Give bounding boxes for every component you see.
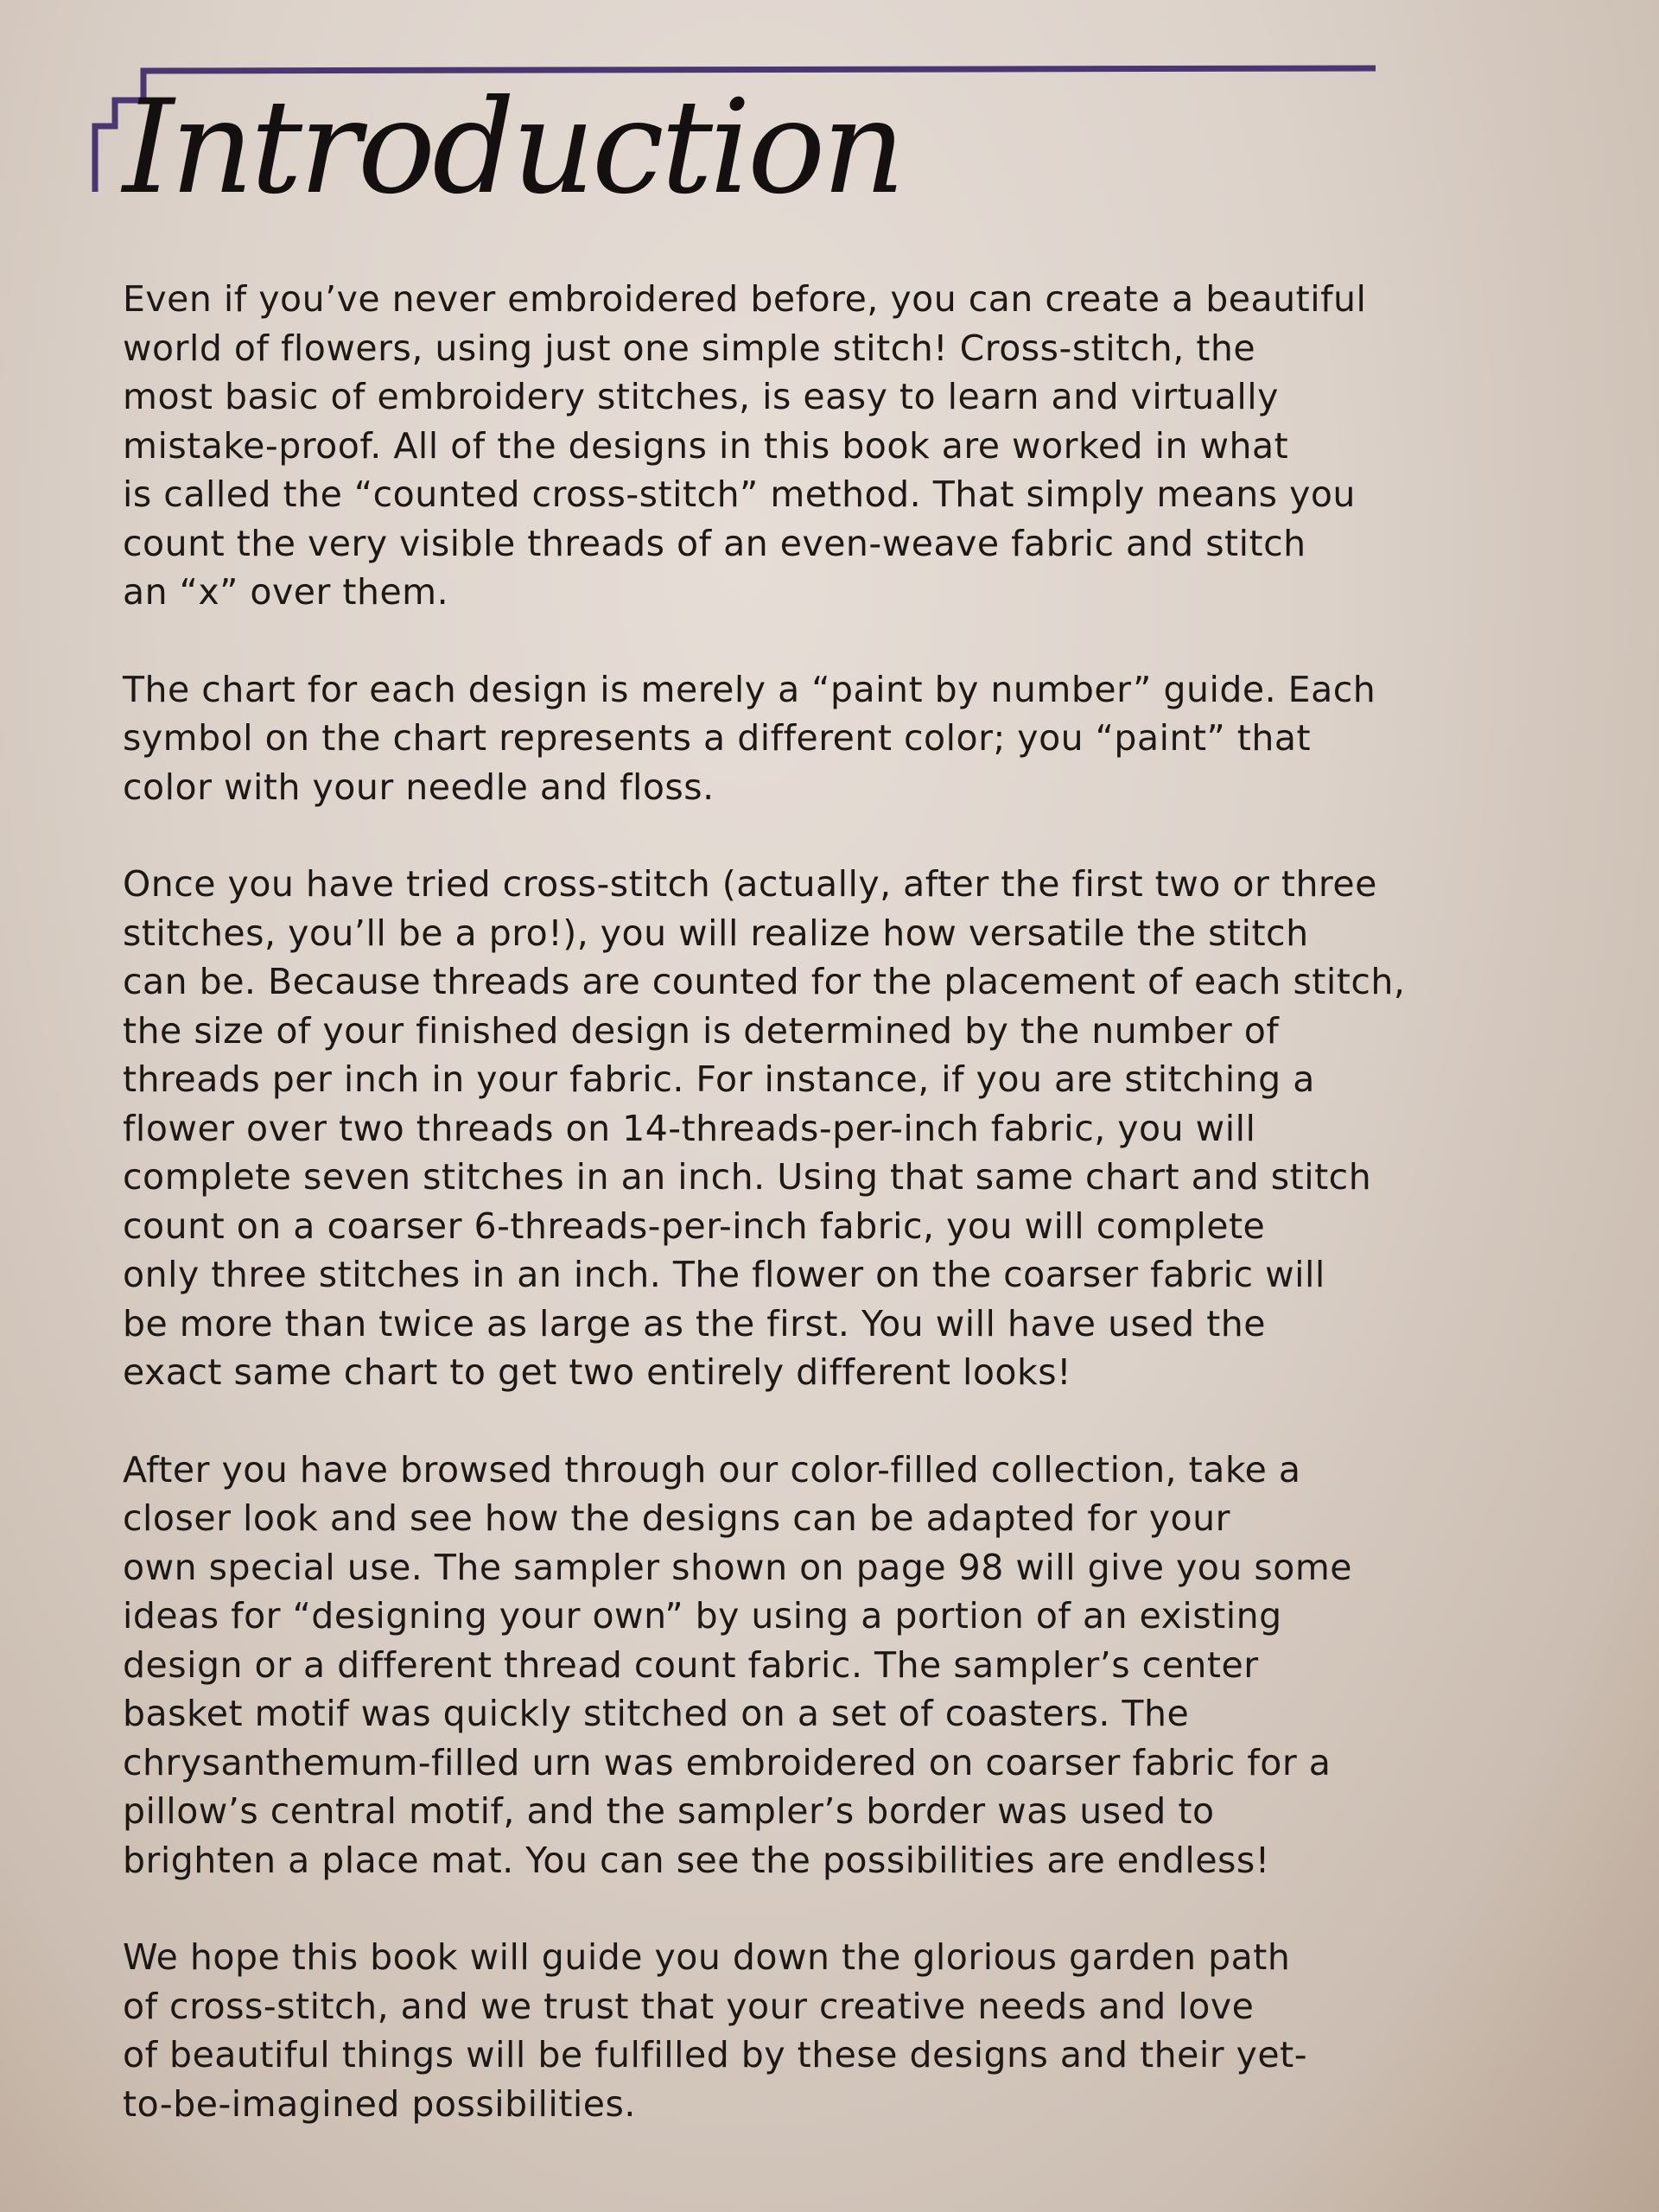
paragraph-1 <box>123 275 1402 617</box>
text-line: After you have browsed through our color-filled collection, take a <box>123 1448 1301 1491</box>
paragraph-3 <box>123 860 1406 1397</box>
text-line: color with your needle and floss. <box>123 766 715 808</box>
text-line: threads per inch in your fabric. For instance, if you are stitching a <box>123 1058 1315 1100</box>
text-line: stitches, you’ll be a pro!), you will realize how versatile the stitch <box>123 912 1309 954</box>
text-line: be more than twice as large as the first. You will have used the <box>123 1302 1266 1344</box>
text-line: of cross-stitch, and we trust that your creative needs and love <box>123 1985 1255 2027</box>
text-line: flower over two threads on 14-threads-per-inch fabric, you will <box>123 1107 1256 1149</box>
text-line: of beautiful things will be fulfilled by these designs and their yet- <box>123 2034 1308 2075</box>
text-line: pillow’s central motif, and the sampler’s border was used to <box>123 1790 1215 1832</box>
text-line: count the very visible threads of an even-weave fabric and stitch <box>123 522 1306 564</box>
text-line: ideas for “designing your own” by using a portion of an existing <box>123 1595 1282 1637</box>
text-line: own special use. The sampler shown on page 98 will give you some <box>123 1546 1352 1588</box>
text-line: The chart for each design is merely a “paint by number” guide. Each <box>123 668 1376 710</box>
paragraph-5 <box>123 1933 1402 2128</box>
text-line: brighten a place mat. You can see the possibilities are endless! <box>123 1839 1270 1881</box>
text-line: symbol on the chart represents a different color; you “paint” that <box>123 717 1312 759</box>
text-line: an “x” over them. <box>123 571 449 613</box>
text-line: the size of your finished design is determined by the number of <box>123 1009 1280 1052</box>
page-title: Introduction <box>123 73 902 223</box>
paragraph-2 <box>123 665 1402 812</box>
text-line: design or a different thread count fabric. The sampler’s center <box>123 1643 1259 1686</box>
text-line: closer look and see how the designs can be adapted for your <box>123 1497 1230 1539</box>
text-line: is called the “counted cross-stitch” method. That simply means you <box>123 474 1356 515</box>
text-line: exact same chart to get two entirely different looks! <box>123 1351 1072 1393</box>
text-line: to-be-imagined possibilities. <box>123 2082 636 2125</box>
text-line: chrysanthemum-filled urn was embroidered on coarser fabric for a <box>123 1741 1332 1783</box>
paragraph-4 <box>123 1446 1402 1885</box>
text-line: world of flowers, using just one simple stitch! Cross-stitch, the <box>123 327 1256 369</box>
text-line: mistake-proof. All of the designs in this book are worked in what <box>123 424 1289 467</box>
text-line: basket motif was quickly stitched on a set of coasters. The <box>123 1693 1190 1734</box>
text-line: complete seven stitches in an inch. Using that same chart and stitch <box>123 1156 1372 1198</box>
text-line: can be. Because threads are counted for the placement of each stitch, <box>123 961 1406 1002</box>
text-line: We hope this book will guide you down the glorious garden path <box>123 1936 1291 1978</box>
text-line: most basic of embroidery stitches, is easy to learn and virtually <box>123 376 1279 417</box>
text-line: count on a coarser 6-threads-per-inch fabric, you will complete <box>123 1205 1266 1247</box>
text-line: Once you have tried cross-stitch (actually, after the first two or three <box>123 863 1377 905</box>
text-line: Even if you’ve never embroidered before, you can create a beautiful <box>123 278 1367 320</box>
introduction-body <box>123 275 1406 2177</box>
text-line: only three stitches in an inch. The flower on the coarser fabric will <box>123 1254 1325 1295</box>
